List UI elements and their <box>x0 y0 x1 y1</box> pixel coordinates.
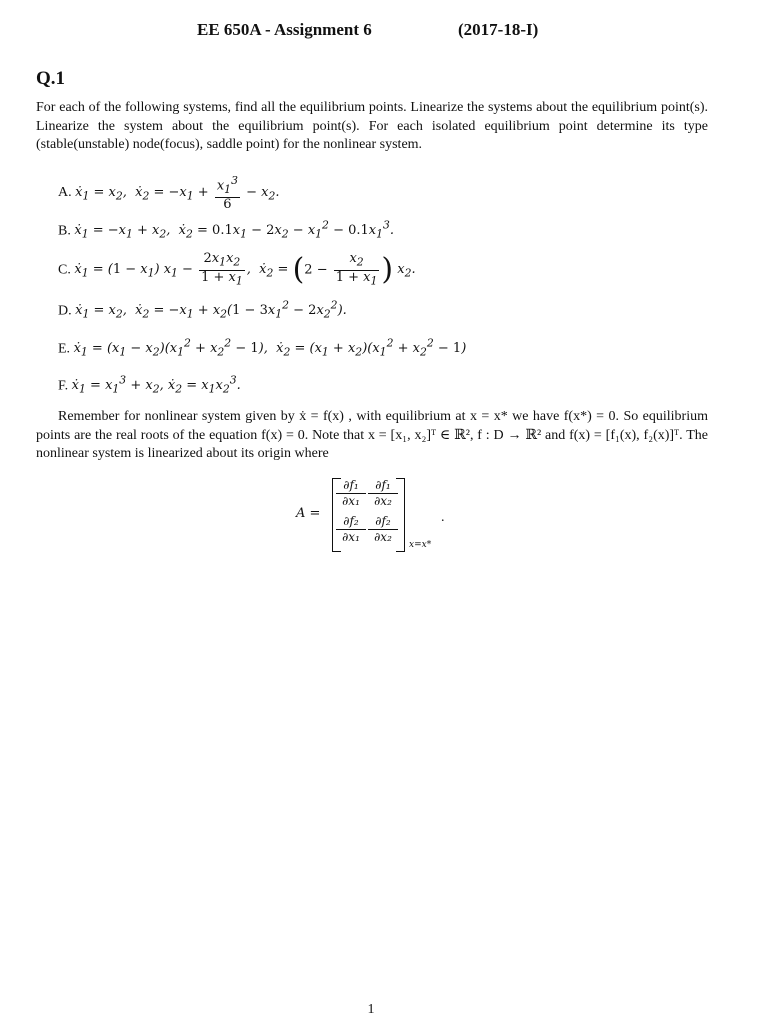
system-label: D. <box>58 303 72 319</box>
page-number: 1 <box>367 1002 375 1017</box>
system-label: A. <box>58 185 72 201</box>
page-header <box>0 20 768 46</box>
system-label: B. <box>58 223 71 239</box>
matrix-cell: ∂f₂ ∂x₂ <box>368 514 398 545</box>
matrix-lhs: A = <box>296 506 321 521</box>
question-intro: For each of the following systems, find all the equilibrium points. Linearize the systems about the equilibrium point(s). Linearize the system about the equilibrium point(s). For each isolated equilibrium point determine its type (stable(unstable) node(focus), saddle point) for the nonlinear system. <box>36 100 708 152</box>
matrix-cell: ∂f₁ ∂x₂ <box>368 478 398 509</box>
system-label: E. <box>58 341 71 357</box>
system-label: F. <box>58 378 69 394</box>
matrix-end-period: . <box>441 510 445 525</box>
system-f: F. ẋ$_1$ = $x_1^3 + x_2$, ẋ$_2$ = $x_1x_2^3$. <box>58 374 241 396</box>
assignment-term: (2017-18-I) <box>458 20 539 39</box>
system-a: A. ẋ$_1$ = $x_2$, ẋ$_2$ = $-x_1$ + $\frac{x_1^3}{6}$ − $x_2$. <box>58 174 280 212</box>
system-e: E. ẋ$_1$ = $(x_1 - x_2)(x_1^2 + x_2^2 - 1)$, ẋ$_2$ = $(x_1 + x_2)(x_1^2 + x_2^2 - 1)$ <box>58 337 467 359</box>
system-b: B. ẋ$_1$ = $-x_1 + x_2$, ẋ$_2$ = $0.1x_1 - 2x_2 - x_1^2 - 0.1x_1^3$. <box>58 219 395 241</box>
question-label: Q.1 <box>36 68 66 89</box>
evaluation-subscript: x=x* <box>409 540 432 550</box>
system-d: D. ẋ$_1$ = $x_2$, ẋ$_2$ = $-x_1 + x_2(1 - 3x_1^2 - 2x_2^2)$. <box>58 299 347 321</box>
remember-paragraph: Remember for nonlinear system given by ẋ = f(x) , with equilibrium at x = x* we have f(x*) = 0. So equilibrium points are the real roots of the equation f(x) = 0. Note that x = [x₁, x₂]ᵀ ∈ ℝ², f : D → ℝ² and f(x) = [f₁(x), f₂(x)]ᵀ. The nonlinear system is linearized about its origin where <box>36 409 708 461</box>
matrix-cell: ∂f₂ ∂x₁ <box>336 514 366 545</box>
system-c: C. ẋ$_1$ = $(1 - x_1)$ $x_1$ − $\frac{2x_1x_2}{1 + x_1}$ , ẋ$_2$ = (2 − $\frac{x_2}{1 + x_1}$ ) $x_2$. <box>58 251 416 288</box>
right-bracket <box>396 478 405 552</box>
matrix-cell: ∂f₁ ∂x₁ <box>336 478 366 509</box>
assignment-title: EE 650A - Assignment 6 <box>197 20 372 39</box>
system-label: C. <box>58 262 71 278</box>
